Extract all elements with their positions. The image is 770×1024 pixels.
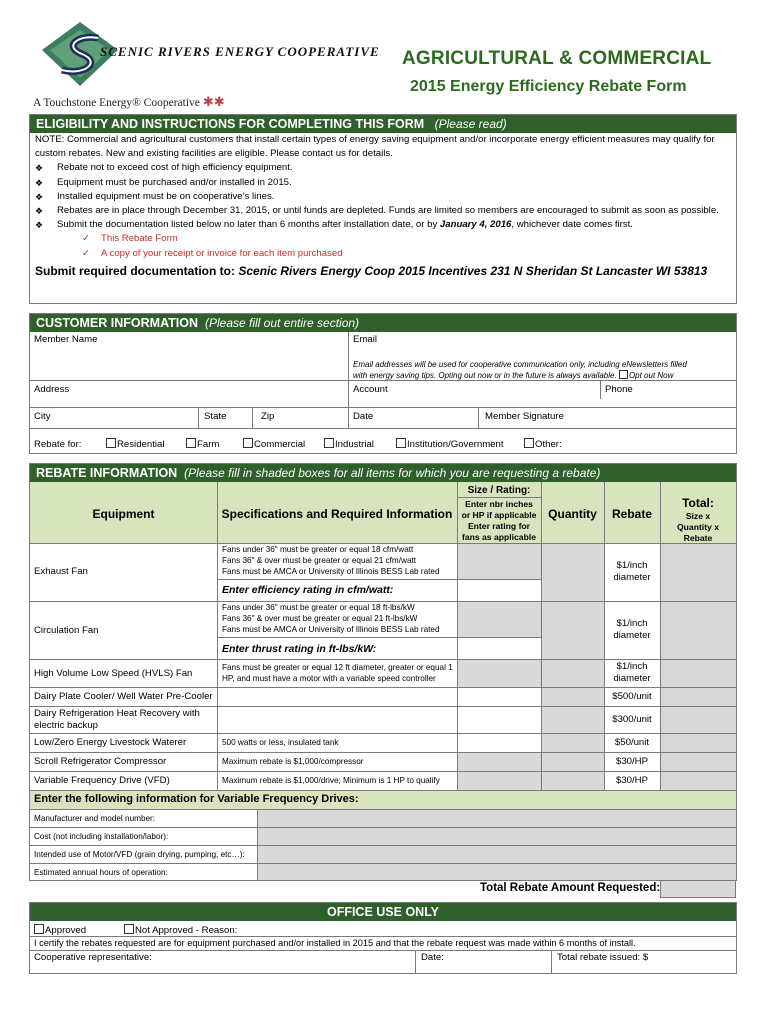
bullet-icon: ❖ [35, 163, 44, 174]
eligibility-bullet [35, 161, 731, 175]
grid-divider [30, 706, 736, 707]
total-input-scroll[interactable] [660, 752, 736, 771]
eligibility-bullet [35, 204, 731, 218]
bullet-icon: ❖ [35, 191, 44, 202]
eligibility-note: NOTE: Commercial and agricultural customers that install certain types of energy saving equipment and/or incorporate energy efficient measures may qualify for custom rebates. New and existing facilities are eligible. Please contact us for details. [35, 134, 715, 160]
grid-divider [660, 482, 661, 790]
bullet-text: Installed equipment must be on cooperative’s lines. [57, 190, 275, 202]
eligibility-bullet [35, 176, 731, 190]
rebate-circulation: $1/inch diameter [613, 618, 651, 641]
equipment-waterer: Low/Zero Energy Livestock Waterer [34, 737, 187, 748]
spec-scroll: Maximum rebate is $1,000/compressor [222, 757, 364, 766]
bullet-text: Rebates are in place through December 31, 2015, or until funds are depleted. Funds are limited so members are encouraged to submit as soon as possible. [57, 205, 719, 217]
email-note [353, 359, 693, 381]
rebate-for-label: Rebate for: [34, 439, 82, 450]
enter-efficiency-label: Enter efficiency rating in cfm/watt: [222, 584, 394, 596]
grid-divider [457, 482, 458, 790]
equipment-exhaust-fan: Exhaust Fan [34, 566, 88, 577]
rebate-plate-cooler: $500/unit [612, 691, 652, 702]
col-equipment: Equipment [92, 507, 155, 521]
spec-waterer: 500 watts or less, insulated tank [222, 738, 339, 747]
option-label: Farm [197, 439, 220, 450]
spec-line: Fans must be AMCA or University of Illinois BESS Lab rated [222, 625, 440, 634]
total-requested-label: Total Rebate Amount Requested: [480, 882, 661, 894]
not-approved-label: Not Approved - Reason: [135, 925, 238, 936]
checkbox[interactable] [186, 438, 196, 448]
form-header [0, 0, 770, 112]
rebate-option-commercial[interactable] [243, 438, 305, 450]
quantity-input-plate-cooler[interactable] [541, 687, 604, 706]
spec-line: Fans 36" & over must be greater or equal 21 ft-lbs/kW [222, 614, 418, 623]
email-field[interactable] [348, 344, 736, 358]
opt-out-label: Opt out Now [628, 371, 674, 380]
spec-line: Fans under 36" must be greater or equal 18 ft-lbs/kW [222, 603, 415, 612]
rebate-scroll: $30/HP [616, 756, 648, 767]
member-name-field[interactable] [30, 344, 348, 380]
bullet-text: Equipment must be purchased and/or installed in 2015. [57, 176, 292, 188]
rebate-option-institution[interactable] [396, 438, 504, 450]
grid-divider [217, 482, 218, 790]
office-date-label: Date: [421, 952, 444, 963]
size-input-scroll[interactable] [457, 752, 541, 771]
cooperative-name: SCENIC RIVERS ENERGY COOPERATIVE [100, 44, 380, 59]
option-label: Institution/Government [407, 439, 504, 450]
required-doc-text: This Rebate Form [101, 233, 178, 245]
vfd-hours-input[interactable] [257, 863, 736, 880]
opt-out-checkbox[interactable] [619, 370, 628, 379]
equipment-heat-recovery: Dairy Refrigeration Heat Recovery with electric backup [34, 708, 200, 731]
grid-divider [478, 408, 479, 428]
spec-exhaust [222, 544, 454, 577]
rebate-exhaust: $1/inch diameter [613, 560, 651, 583]
spec-vfd: Maximum rebate is $1,000/drive; Minimum is 1 HP to qualify [222, 776, 440, 785]
col-quantity: Quantity [548, 507, 597, 521]
signature-label: Member Signature [485, 411, 564, 422]
deadline-text: Submit the documentation listed below no later than 6 months after installation date, or by [57, 219, 440, 231]
submit-address: Scenic Rivers Energy Coop 2015 Incentives 231 N Sheridan St Lancaster WI 53813 [238, 263, 708, 278]
grid-divider [30, 936, 736, 937]
option-label: Other: [535, 439, 562, 450]
customer-heading-text: CUSTOMER INFORMATION [36, 316, 199, 330]
total-input-exhaust[interactable] [660, 543, 736, 601]
quantity-input-scroll[interactable] [541, 752, 604, 771]
total-input-plate-cooler[interactable] [660, 687, 736, 706]
size-input-exhaust[interactable] [457, 543, 541, 579]
checkmark-icon: ✓ [82, 247, 91, 259]
zip-label: Zip [261, 411, 275, 422]
grid-divider [30, 771, 736, 772]
bullet-icon: ❖ [35, 177, 44, 188]
eligibility-bullet [35, 190, 731, 204]
submit-label: Submit required documentation to: [35, 263, 239, 278]
rebate-info-heading [30, 464, 736, 482]
option-label: Residential [117, 439, 165, 450]
customer-info-section [29, 313, 737, 454]
grid-divider [541, 482, 542, 790]
grid-divider [30, 950, 736, 951]
col-specifications: Specifications and Required Information [221, 507, 453, 521]
quantity-input-exhaust[interactable] [541, 543, 604, 601]
grid-divider [30, 863, 736, 864]
option-label: Commercial [254, 439, 306, 450]
rebate-heat-recovery: $300/unit [612, 714, 652, 725]
form-title: AGRICULTURAL & COMMERCIAL [402, 48, 712, 69]
eligibility-bullet [35, 218, 731, 232]
grid-divider [30, 880, 736, 881]
form-subtitle: 2015 Energy Efficiency Rebate Form [410, 78, 687, 95]
bullet-icon: ❖ [35, 220, 44, 231]
deadline-date: January 4, 2016 [439, 219, 512, 231]
quantity-input-vfd[interactable] [541, 771, 604, 790]
checkbox[interactable] [34, 924, 44, 934]
quantity-input-hvls[interactable] [541, 659, 604, 687]
checkbox[interactable] [124, 924, 134, 934]
grid-divider [30, 752, 736, 753]
touchstone-text: A Touchstone Energy® Cooperative [33, 97, 200, 109]
rebate-waterer: $50/unit [614, 737, 650, 748]
grid-divider [30, 790, 736, 791]
vfd-use-input[interactable] [257, 845, 736, 863]
grid-divider [252, 408, 253, 428]
spec-line: Fans must be AMCA or University of Illinois BESS Lab rated [222, 567, 440, 576]
bullet-icon: ❖ [35, 206, 44, 217]
checkbox[interactable] [106, 438, 116, 448]
grid-divider [551, 950, 552, 973]
total-input-waterer[interactable] [660, 733, 736, 752]
grid-divider [30, 845, 736, 846]
vfd-manufacturer-input[interactable] [257, 809, 736, 827]
deadline-text-end: , whichever date comes first. [511, 219, 633, 231]
eligibility-heading-note: (Please read) [434, 117, 507, 131]
rebate-vfd: $30/HP [616, 775, 648, 786]
city-label: City [34, 411, 51, 422]
quantity-input-heat-recovery[interactable] [541, 706, 604, 733]
rebate-hvls: $1/inch diameter [613, 661, 651, 684]
total-input-hvls[interactable] [660, 659, 736, 687]
rebate-option-other[interactable] [524, 438, 562, 450]
equipment-scroll-compressor: Scroll Refrigerator Compressor [34, 756, 167, 767]
touchstone-tagline [33, 94, 225, 110]
total-input-vfd[interactable] [660, 771, 736, 790]
email-label: Email [353, 334, 377, 345]
date-label: Date [353, 411, 374, 422]
quantity-input-waterer[interactable] [541, 733, 604, 752]
required-doc-item [35, 232, 731, 246]
representative-label: Cooperative representative: [34, 952, 152, 963]
checkbox[interactable] [396, 438, 406, 448]
member-name-label: Member Name [34, 334, 98, 345]
grid-divider [198, 408, 199, 428]
col-total: Total: [682, 496, 714, 510]
state-label: State [204, 411, 227, 422]
account-label: Account [353, 384, 388, 395]
grid-divider [30, 407, 736, 408]
size-input-vfd[interactable] [457, 771, 541, 790]
rebate-heading-note: (Please fill in shaded boxes for all items for which you are requesting a rebate) [184, 466, 601, 480]
phone-label: Phone [605, 384, 633, 395]
col-rebate: Rebate [611, 507, 652, 521]
touchstone-figures-icon: ✱✱ [202, 94, 225, 109]
col-total-note: Size x Quantity x Rebate [676, 511, 720, 543]
approved-option[interactable] [34, 924, 86, 936]
spec-line: Fans under 36" must be greater or equal 18 cfm/watt [222, 545, 414, 554]
required-doc-item [35, 247, 731, 261]
grid-divider [600, 381, 601, 399]
grid-divider [30, 687, 736, 688]
col-size: Size / Rating: [467, 485, 531, 496]
eligibility-heading-text: ELIGIBILITY AND INSTRUCTIONS FOR COMPLETING THIS FORM [36, 117, 425, 131]
spec-circulation [222, 602, 454, 635]
checkbox[interactable] [524, 438, 534, 448]
bullet-text: Rebate not to exceed cost of high efficiency equipment. [57, 162, 293, 174]
not-approved-option[interactable] [124, 924, 237, 936]
grid-divider [30, 428, 736, 429]
total-issued-label: Total rebate issued: $ [557, 952, 649, 963]
option-label: Industrial [335, 439, 374, 450]
rebate-heading-text: REBATE INFORMATION [36, 466, 178, 480]
enter-thrust-label: Enter thrust rating in ft-lbs/kW: [222, 643, 377, 655]
rebate-option-residential[interactable] [106, 438, 164, 450]
grid-divider [30, 809, 736, 810]
approved-label: Approved [45, 925, 87, 936]
submit-address-line [30, 261, 736, 278]
size-input-hvls[interactable] [457, 659, 541, 687]
checkbox[interactable] [324, 438, 334, 448]
total-requested-input[interactable] [660, 880, 736, 898]
required-doc-text: A copy of your receipt or invoice for each item purchased [101, 247, 343, 259]
office-use-heading: OFFICE USE ONLY [30, 903, 736, 921]
rebate-info-section [29, 463, 737, 894]
spec-line: Fans 36" & over must be greater or equal 21 cfm/watt [222, 556, 417, 565]
equipment-hvls-fan: High Volume Low Speed (HVLS) Fan [34, 668, 193, 679]
eligibility-heading [30, 115, 736, 133]
total-input-circulation[interactable] [660, 601, 736, 659]
rebate-option-industrial[interactable] [324, 438, 374, 450]
eligibility-section [29, 114, 737, 304]
spec-hvls: Fans must be greater or equal 12 ft diameter, greater or equal 1 HP, and must have a motor with a variable speed controller [222, 663, 453, 683]
grid-divider [217, 637, 541, 638]
grid-divider [217, 579, 541, 580]
checkmark-icon: ✓ [82, 233, 91, 245]
vfd-info-heading: Enter the following information for Variable Frequency Drives: [34, 793, 359, 805]
grid-divider [415, 950, 416, 973]
email-note-text: Email addresses will be used for cooperative communication only, including eNewsletters filled with energy saving tips. Opting out now or in the future is always available. [353, 360, 687, 380]
equipment-plate-cooler: Dairy Plate Cooler/ Well Water Pre-Cooler [34, 691, 213, 702]
vfd-cost-label: Cost (not including installation/labor): [34, 832, 169, 841]
total-input-heat-recovery[interactable] [660, 706, 736, 733]
vfd-hours-label: Estimated annual hours of operation: [34, 868, 168, 877]
customer-info-heading [30, 314, 736, 332]
equipment-circulation-fan: Circulation Fan [34, 625, 99, 636]
equipment-vfd: Variable Frequency Drive (VFD) [34, 775, 170, 786]
grid-divider [457, 497, 541, 498]
quantity-input-circulation[interactable] [541, 601, 604, 659]
size-input-circulation[interactable] [457, 601, 541, 637]
vfd-use-label: Intended use of Motor/VFD (grain drying, pumping, etc…): [34, 850, 245, 859]
checkbox[interactable] [243, 438, 253, 448]
grid-divider [30, 827, 736, 828]
vfd-manufacturer-label: Manufacturer and model number: [34, 814, 156, 823]
customer-heading-note: (Please fill out entire section) [204, 316, 360, 330]
grid-divider [30, 659, 736, 660]
col-size-note: Enter nbr inches or HP if applicable Enter rating for fans as applicable [461, 499, 537, 542]
rebate-option-farm[interactable] [186, 438, 219, 450]
certify-statement: I certify the rebates requested are for equipment purchased and/or installed in 2015 and that the rebate request was made within 6 months of install. [34, 938, 636, 948]
grid-divider [30, 733, 736, 734]
vfd-cost-input[interactable] [257, 827, 736, 845]
grid-divider [30, 380, 348, 381]
address-label: Address [34, 384, 70, 395]
eligibility-body [30, 133, 736, 261]
office-use-section [29, 902, 737, 974]
